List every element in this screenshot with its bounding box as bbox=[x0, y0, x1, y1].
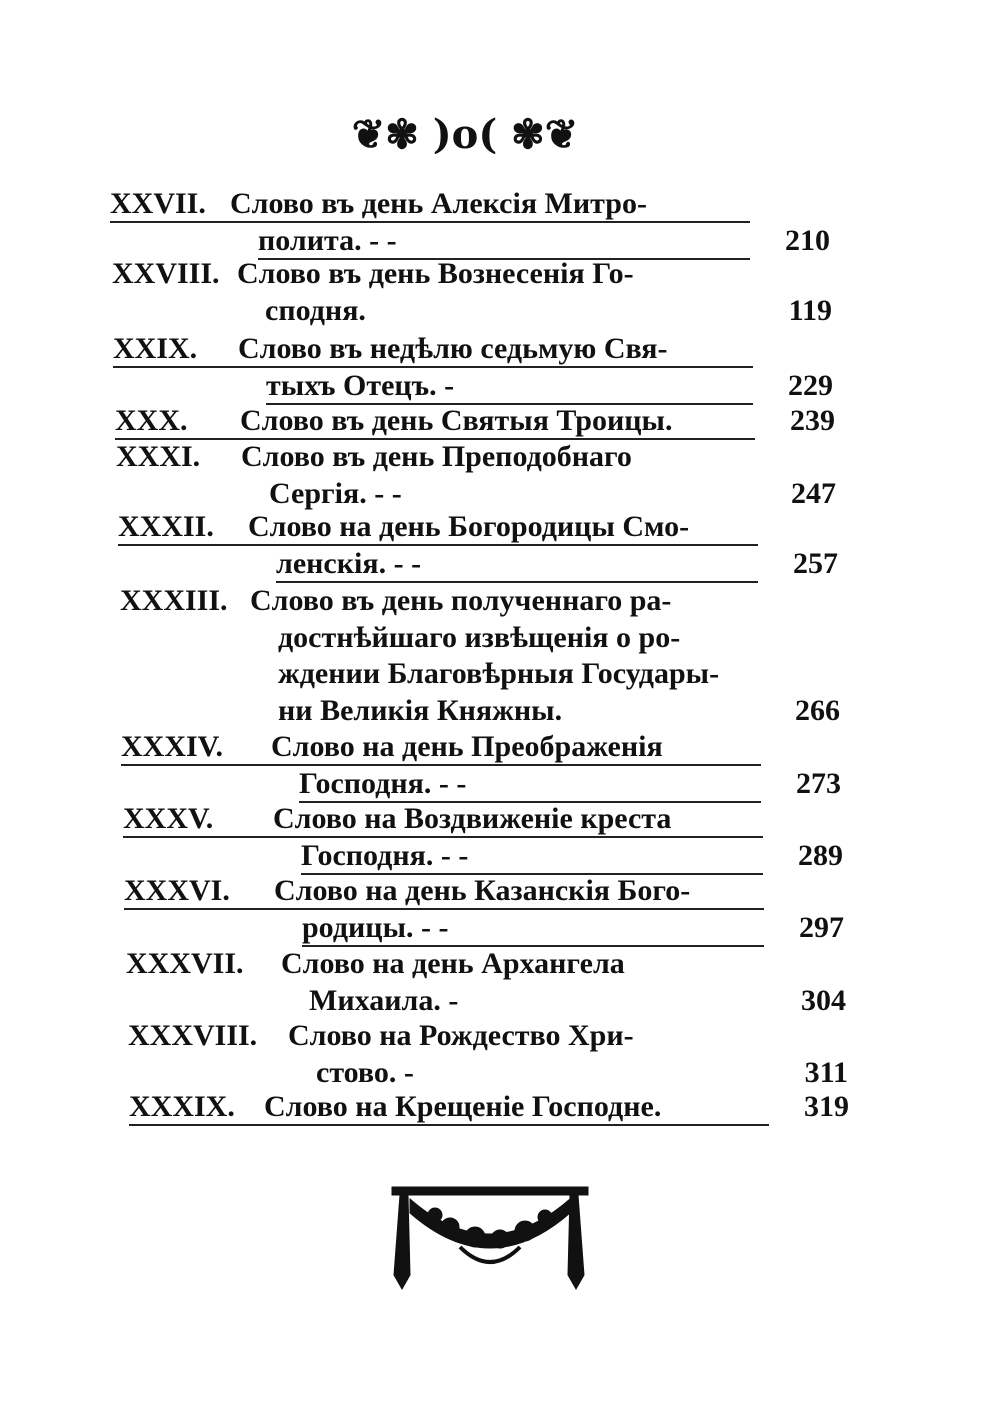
entry-title-line: Слово въ недѣлю седьмую Свя- bbox=[238, 332, 668, 365]
page-number: 304 bbox=[801, 983, 846, 1017]
toc-line bbox=[266, 367, 833, 405]
top-ornament: ❦✾ )o( ✾❦ bbox=[351, 111, 579, 158]
chapter-number: XXXIII. bbox=[120, 584, 228, 617]
garland-ornament-icon bbox=[390, 1185, 590, 1295]
page-number: 289 bbox=[798, 838, 843, 872]
chapter-number: XXXVIII. bbox=[128, 1019, 258, 1052]
toc-line bbox=[316, 1054, 848, 1090]
entry-title-line: стово. - bbox=[316, 1055, 414, 1089]
page-number: 257 bbox=[793, 546, 838, 580]
entry-title-line: Слово въ день Преподобнаго bbox=[241, 440, 632, 473]
toc-line bbox=[276, 545, 838, 583]
toc-line bbox=[129, 1088, 849, 1126]
toc-line bbox=[301, 837, 843, 875]
toc-line bbox=[112, 255, 752, 291]
page-number: 273 bbox=[796, 766, 841, 800]
chapter-number: XXVIII. bbox=[112, 257, 220, 290]
entry-title-line: Слово на день Казанскія Бого- bbox=[274, 874, 691, 907]
page-number: 319 bbox=[804, 1090, 849, 1123]
entry-title-line: Слово въ день полученнаго ра- bbox=[250, 584, 672, 617]
toc-line bbox=[278, 655, 760, 691]
chapter-number: XXXIV. bbox=[121, 730, 223, 763]
chapter-number: XXXV. bbox=[123, 802, 214, 835]
page-number: 266 bbox=[795, 693, 840, 727]
chapter-number: XXXI. bbox=[116, 440, 201, 473]
toc-line bbox=[258, 222, 830, 260]
entry-title-line: Слово на Воздвиженіе креста bbox=[273, 802, 672, 835]
chapter-number: XXXII. bbox=[118, 510, 214, 543]
chapter-number: XXXVI. bbox=[124, 874, 230, 907]
entry-title-line: Слово на Рождество Хри- bbox=[288, 1019, 634, 1052]
chapter-number: XXX. bbox=[115, 404, 188, 437]
bottom-vignette bbox=[390, 1185, 590, 1295]
entry-title-line: Господня. - - bbox=[301, 838, 469, 872]
toc-line bbox=[110, 185, 750, 223]
toc-line bbox=[118, 508, 758, 546]
toc-line bbox=[128, 1017, 768, 1053]
entry-title-line: родицы. - - bbox=[302, 910, 449, 944]
toc-line bbox=[113, 330, 753, 368]
entry-title-line: Сергія. - - bbox=[269, 476, 402, 510]
toc-line bbox=[121, 728, 761, 766]
entry-title-line: Слово на день Богородицы Смо- bbox=[248, 510, 690, 543]
entry-title-line: ни Великія Княжны. bbox=[278, 693, 563, 727]
page-number: 229 bbox=[788, 368, 833, 402]
page-number: 311 bbox=[804, 1055, 848, 1089]
page-number: 210 bbox=[785, 223, 830, 257]
chapter-number: XXXIX. bbox=[129, 1090, 235, 1123]
toc-line bbox=[278, 619, 760, 655]
entry-title-line: Слово въ день Вознесенія Го- bbox=[237, 257, 634, 290]
entry-title-line: Михаила. - bbox=[309, 983, 459, 1017]
entry-title-line: Слово на день Преображенія bbox=[271, 730, 663, 763]
toc-line bbox=[120, 582, 760, 618]
toc-line bbox=[265, 292, 832, 328]
entry-title-line: тыхъ Отецъ. - bbox=[266, 368, 455, 402]
chapter-number: XXVII. bbox=[110, 187, 206, 220]
entry-title-line: Слово въ день Алексія Митро- bbox=[230, 187, 647, 220]
toc-line bbox=[126, 945, 766, 981]
entry-title-line: Слово на Крещеніе Господне. bbox=[264, 1090, 662, 1123]
toc-line bbox=[302, 909, 844, 947]
page-number: 119 bbox=[788, 293, 832, 327]
toc-line bbox=[115, 402, 835, 440]
chapter-number: XXXVII. bbox=[126, 947, 244, 980]
entry-title-line: ленскія. - - bbox=[276, 546, 422, 580]
page-number: 239 bbox=[790, 404, 835, 437]
entry-title-line: ждении Благовѣрныя Государы- bbox=[278, 657, 720, 690]
entry-title-line: сподня. bbox=[265, 293, 366, 327]
toc-line bbox=[124, 872, 764, 910]
toc-line bbox=[299, 765, 841, 803]
entry-title-line: полита. - - bbox=[258, 223, 397, 257]
entry-title-line: Господня. - - bbox=[299, 766, 467, 800]
entry-title-line: Слово на день Архангела bbox=[281, 947, 625, 980]
page-number: 297 bbox=[799, 910, 844, 944]
toc-line bbox=[269, 475, 836, 511]
toc-line bbox=[278, 692, 840, 728]
page-number: 247 bbox=[791, 476, 836, 510]
toc-line bbox=[123, 800, 763, 838]
toc-line bbox=[309, 982, 846, 1018]
toc-line bbox=[116, 438, 756, 474]
entry-title-line: Слово въ день Святыя Троицы. bbox=[240, 404, 673, 437]
chapter-number: XXIX. bbox=[113, 332, 198, 365]
entry-title-line: достнѣйшаго извѣщенія о ро- bbox=[278, 620, 681, 654]
